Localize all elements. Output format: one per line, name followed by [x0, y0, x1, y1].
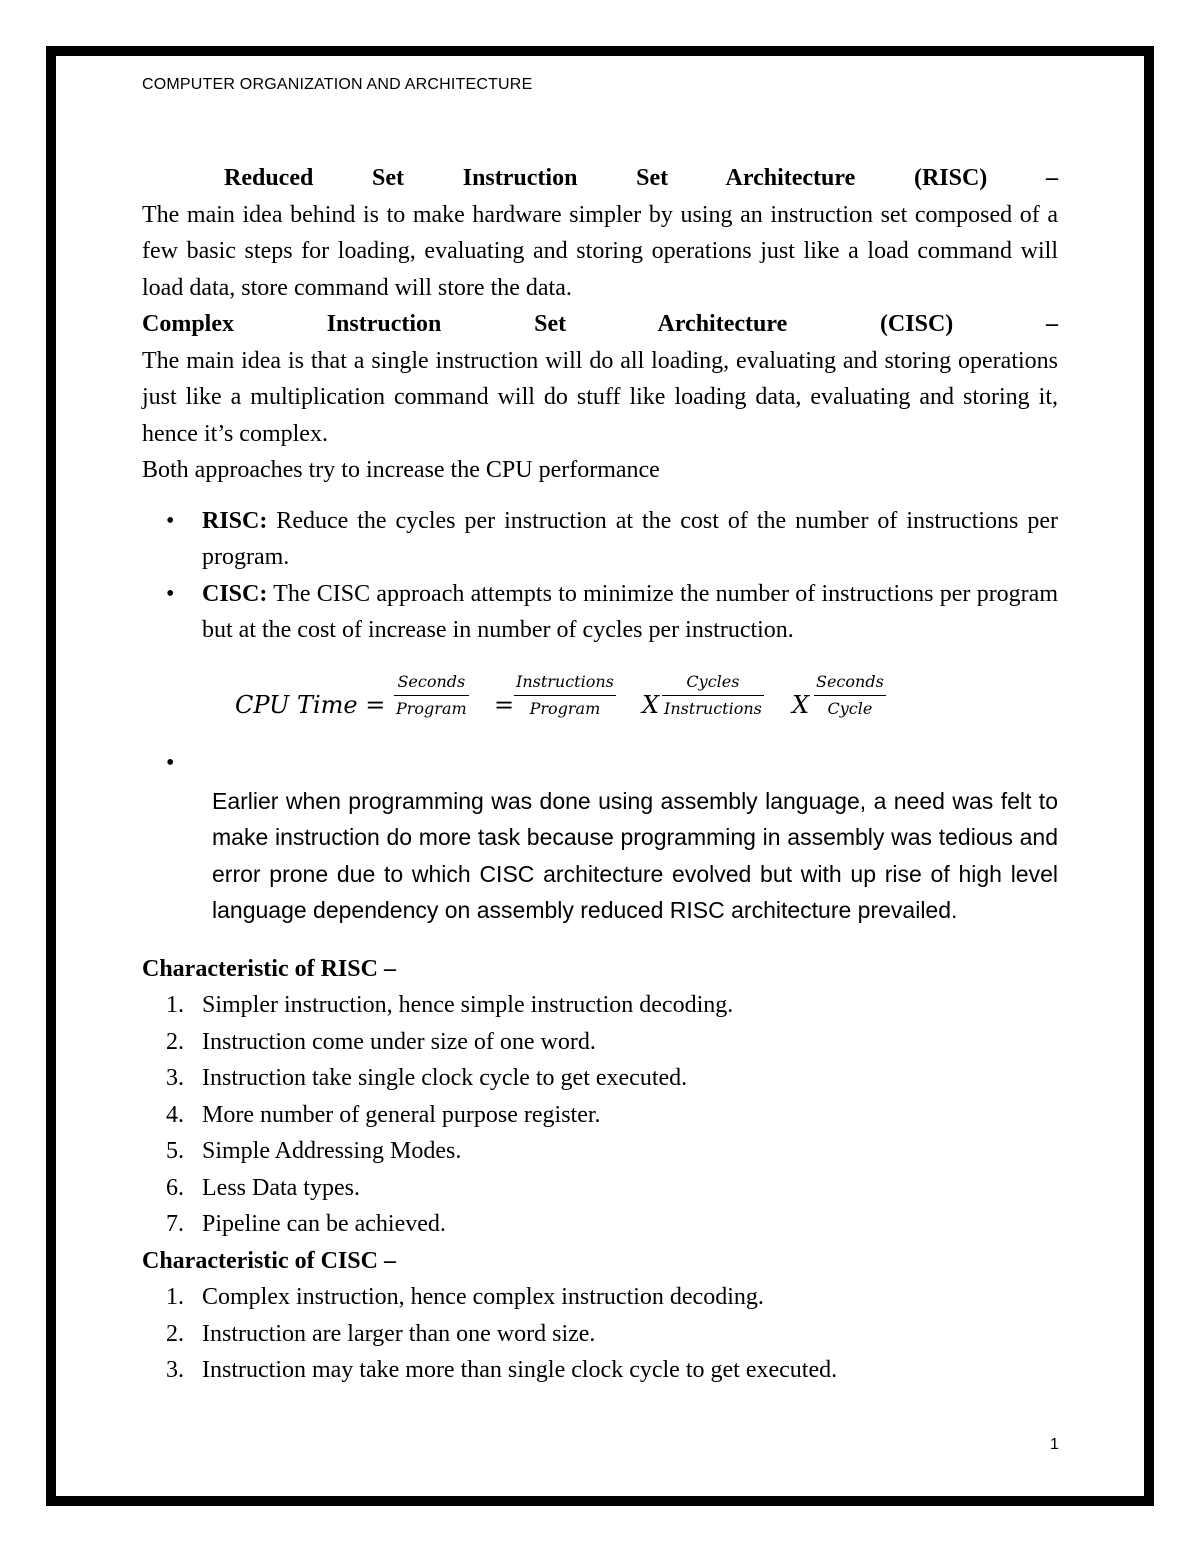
cisc-heading: Complex Instruction Set Architecture (CISC) – [142, 311, 1058, 337]
history-paragraph: Earlier when programming was done using assembly language, a need was felt to make instruction do more task because programming in assembly was tedious and error prone due to which CISC architecture evolved but with up rise of high level language dependency on assembly reduced RISC architecture prevailed. [212, 787, 1058, 923]
fraction-seconds-per-program: Seconds Program [394, 669, 469, 722]
risc-description: The main idea behind is to make hardware simpler by using an instruction set composed of a few basic steps for loading, evaluating and storing operations just like a load command will load data, store command will store the data. [142, 201, 1058, 301]
formula-bullet [142, 749, 1058, 783]
list-item: 3. Instruction may take more than single clock cycle to get executed. [166, 1357, 838, 1383]
list-item: 1. Complex instruction, hence complex instruction decoding. [166, 1284, 764, 1310]
both-approaches-line: Both approaches try to increase the CPU performance [142, 457, 660, 483]
cpu-time-formula [142, 669, 1058, 753]
formula-equals: = [494, 690, 515, 719]
formula-lhs: CPU Time = [235, 690, 386, 719]
list-item: 7. Pipeline can be achieved. [166, 1211, 446, 1237]
approach-bullet-list [142, 503, 1058, 649]
fraction-instructions-per-program: Instructions Program [514, 669, 616, 722]
list-item: • RISC: Reduce the cycles per instruction at the cost of the number of instructions per program. [142, 503, 1058, 576]
page-number: 1 [1050, 1436, 1059, 1453]
bullet-icon: • [166, 580, 175, 607]
formula-multiply-1: X [642, 690, 660, 719]
list-item: 2. Instruction are larger than one word size. [166, 1320, 596, 1347]
risc-heading: Reduced Set Instruction Set Architecture (RISC) – [224, 165, 1058, 191]
bullet-icon: • [166, 749, 175, 776]
cisc-characteristics-list [142, 1279, 1058, 1389]
list-item: 6. Less Data types. [166, 1174, 360, 1201]
list-item: • CISC: The CISC approach attempts to minimize the number of instructions per program but at the cost of increase in number of cycles per instruction. [142, 576, 1058, 649]
list-item: 1. Simpler instruction, hence simple instruction decoding. [166, 992, 734, 1018]
list-item: 2. Instruction come under size of one word. [166, 1028, 596, 1055]
fraction-seconds-per-cycle: Seconds Cycle [814, 669, 886, 722]
risc-characteristics-list [142, 987, 1058, 1243]
formula-multiply-2: X [792, 690, 810, 719]
bullet-icon: • [166, 507, 175, 534]
cisc-description: The main idea is that a single instruction will do all loading, evaluating and storing operations just like a multiplication command will do stuff like loading data, evaluating and storing it, hence it’s complex. [142, 347, 1058, 447]
list-item: 5. Simple Addressing Modes. [166, 1138, 462, 1164]
cisc-characteristics-heading: Characteristic of CISC – [142, 1247, 396, 1274]
fraction-cycles-per-instruction: Cycles Instructions [662, 669, 764, 722]
list-item: 4. More number of general purpose register. [166, 1101, 601, 1128]
risc-characteristics-heading: Characteristic of RISC – [142, 955, 396, 982]
document-body [142, 160, 1058, 1389]
list-item: 3. Instruction take single clock cycle to get executed. [166, 1065, 688, 1091]
page-header: COMPUTER ORGANIZATION AND ARCHITECTURE [142, 76, 533, 93]
